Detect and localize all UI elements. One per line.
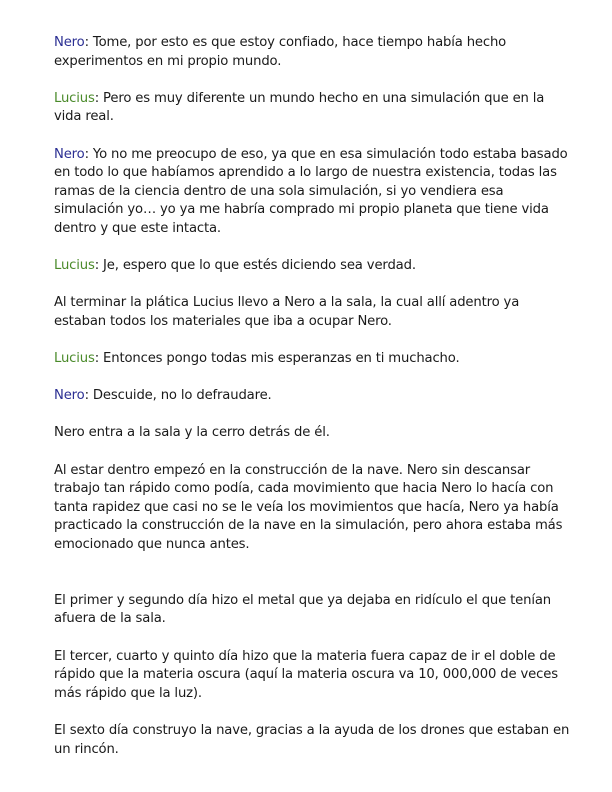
dialogue-paragraph — [54, 257, 572, 276]
paragraph-spacer — [54, 703, 572, 722]
dialogue-paragraph — [54, 34, 572, 71]
dialogue-text: : Tome, por esto es que estoy confiado, hace tiempo había hecho experimentos en mi propio mundo. — [54, 35, 507, 69]
dialogue-paragraph — [54, 146, 572, 239]
paragraph-spacer — [54, 629, 572, 648]
speaker-name-nero: Nero — [54, 388, 85, 404]
dialogue-text: : Yo no me preocupo de eso, ya que en esa simulación todo estaba basado en todo lo que habíamos aprendido a lo largo de nuestra existencia, todas las ramas de la ciencia dentro de una sola simulación, si yo vendiera esa simulación yo… yo ya me habría comprado mi propio planeta que tiene vida dentro y que este intacta. — [54, 146, 568, 236]
narration-paragraph: El sexto día construyo la nave, gracias a la ayuda de los drones que estaban en un rincón. — [54, 722, 570, 757]
narration-paragraph: El primer y segundo día hizo el metal que ya dejaba en ridículo el que tenían afuera de la sala. — [54, 592, 551, 627]
dialogue-paragraph — [54, 90, 572, 127]
paragraph-spacer — [54, 71, 572, 90]
narration-paragraph: Al estar dentro empezó en la construcción de la nave. Nero sin descansar trabajo tan rápido como podía, cada movimiento que hacia Nero lo hacía con tanta rapidez que casi no se le veía los movimientos que hacía, Nero ya había practicado la construcción de la nave en la simulación, pero ahora estaba más emocionado que nunca antes. — [54, 462, 563, 553]
dialogue-text: : Entonces pongo todas mis esperanzas en ti muchacho. — [94, 351, 460, 367]
dialogue-text: : Pero es muy diferente un mundo hecho en una simulación que en la vida real. — [54, 90, 545, 125]
paragraph-spacer — [54, 127, 572, 146]
narration-paragraph: Nero entra a la sala y la cerro detrás de él. — [54, 425, 330, 441]
dialogue-paragraph — [54, 350, 572, 369]
paragraph-spacer — [54, 332, 572, 351]
dialogue-text: : Je, espero que lo que estés diciendo sea verdad. — [94, 258, 416, 274]
narration-paragraph: El tercer, cuarto y quinto día hizo que la materia fuera capaz de ir el doble de rápido que la materia oscura (aquí la materia oscura va 10, 000,000 de veces más rápido que la luz). — [54, 648, 558, 701]
paragraph-spacer — [54, 406, 572, 425]
speaker-name-nero: Nero — [54, 146, 85, 162]
paragraph-spacer — [54, 276, 572, 295]
narration-paragraph: Al terminar la plática Lucius llevo a Nero a la sala, la cual allí adentro ya estaban todos los materiales que iba a ocupar Nero. — [54, 295, 520, 329]
paragraph-spacer — [54, 555, 572, 592]
paragraph-spacer — [54, 443, 572, 462]
paragraph-spacer — [54, 369, 572, 388]
paragraph-spacer — [54, 239, 572, 258]
speaker-name-nero: Nero — [54, 35, 85, 50]
dialogue-paragraph — [54, 387, 572, 406]
speaker-name-lucius: Lucius — [54, 90, 95, 106]
speaker-name-lucius: Lucius — [54, 351, 95, 367]
dialogue-text: : Descuide, no lo defraudare. — [84, 388, 272, 404]
speaker-name-lucius: Lucius — [54, 258, 95, 274]
